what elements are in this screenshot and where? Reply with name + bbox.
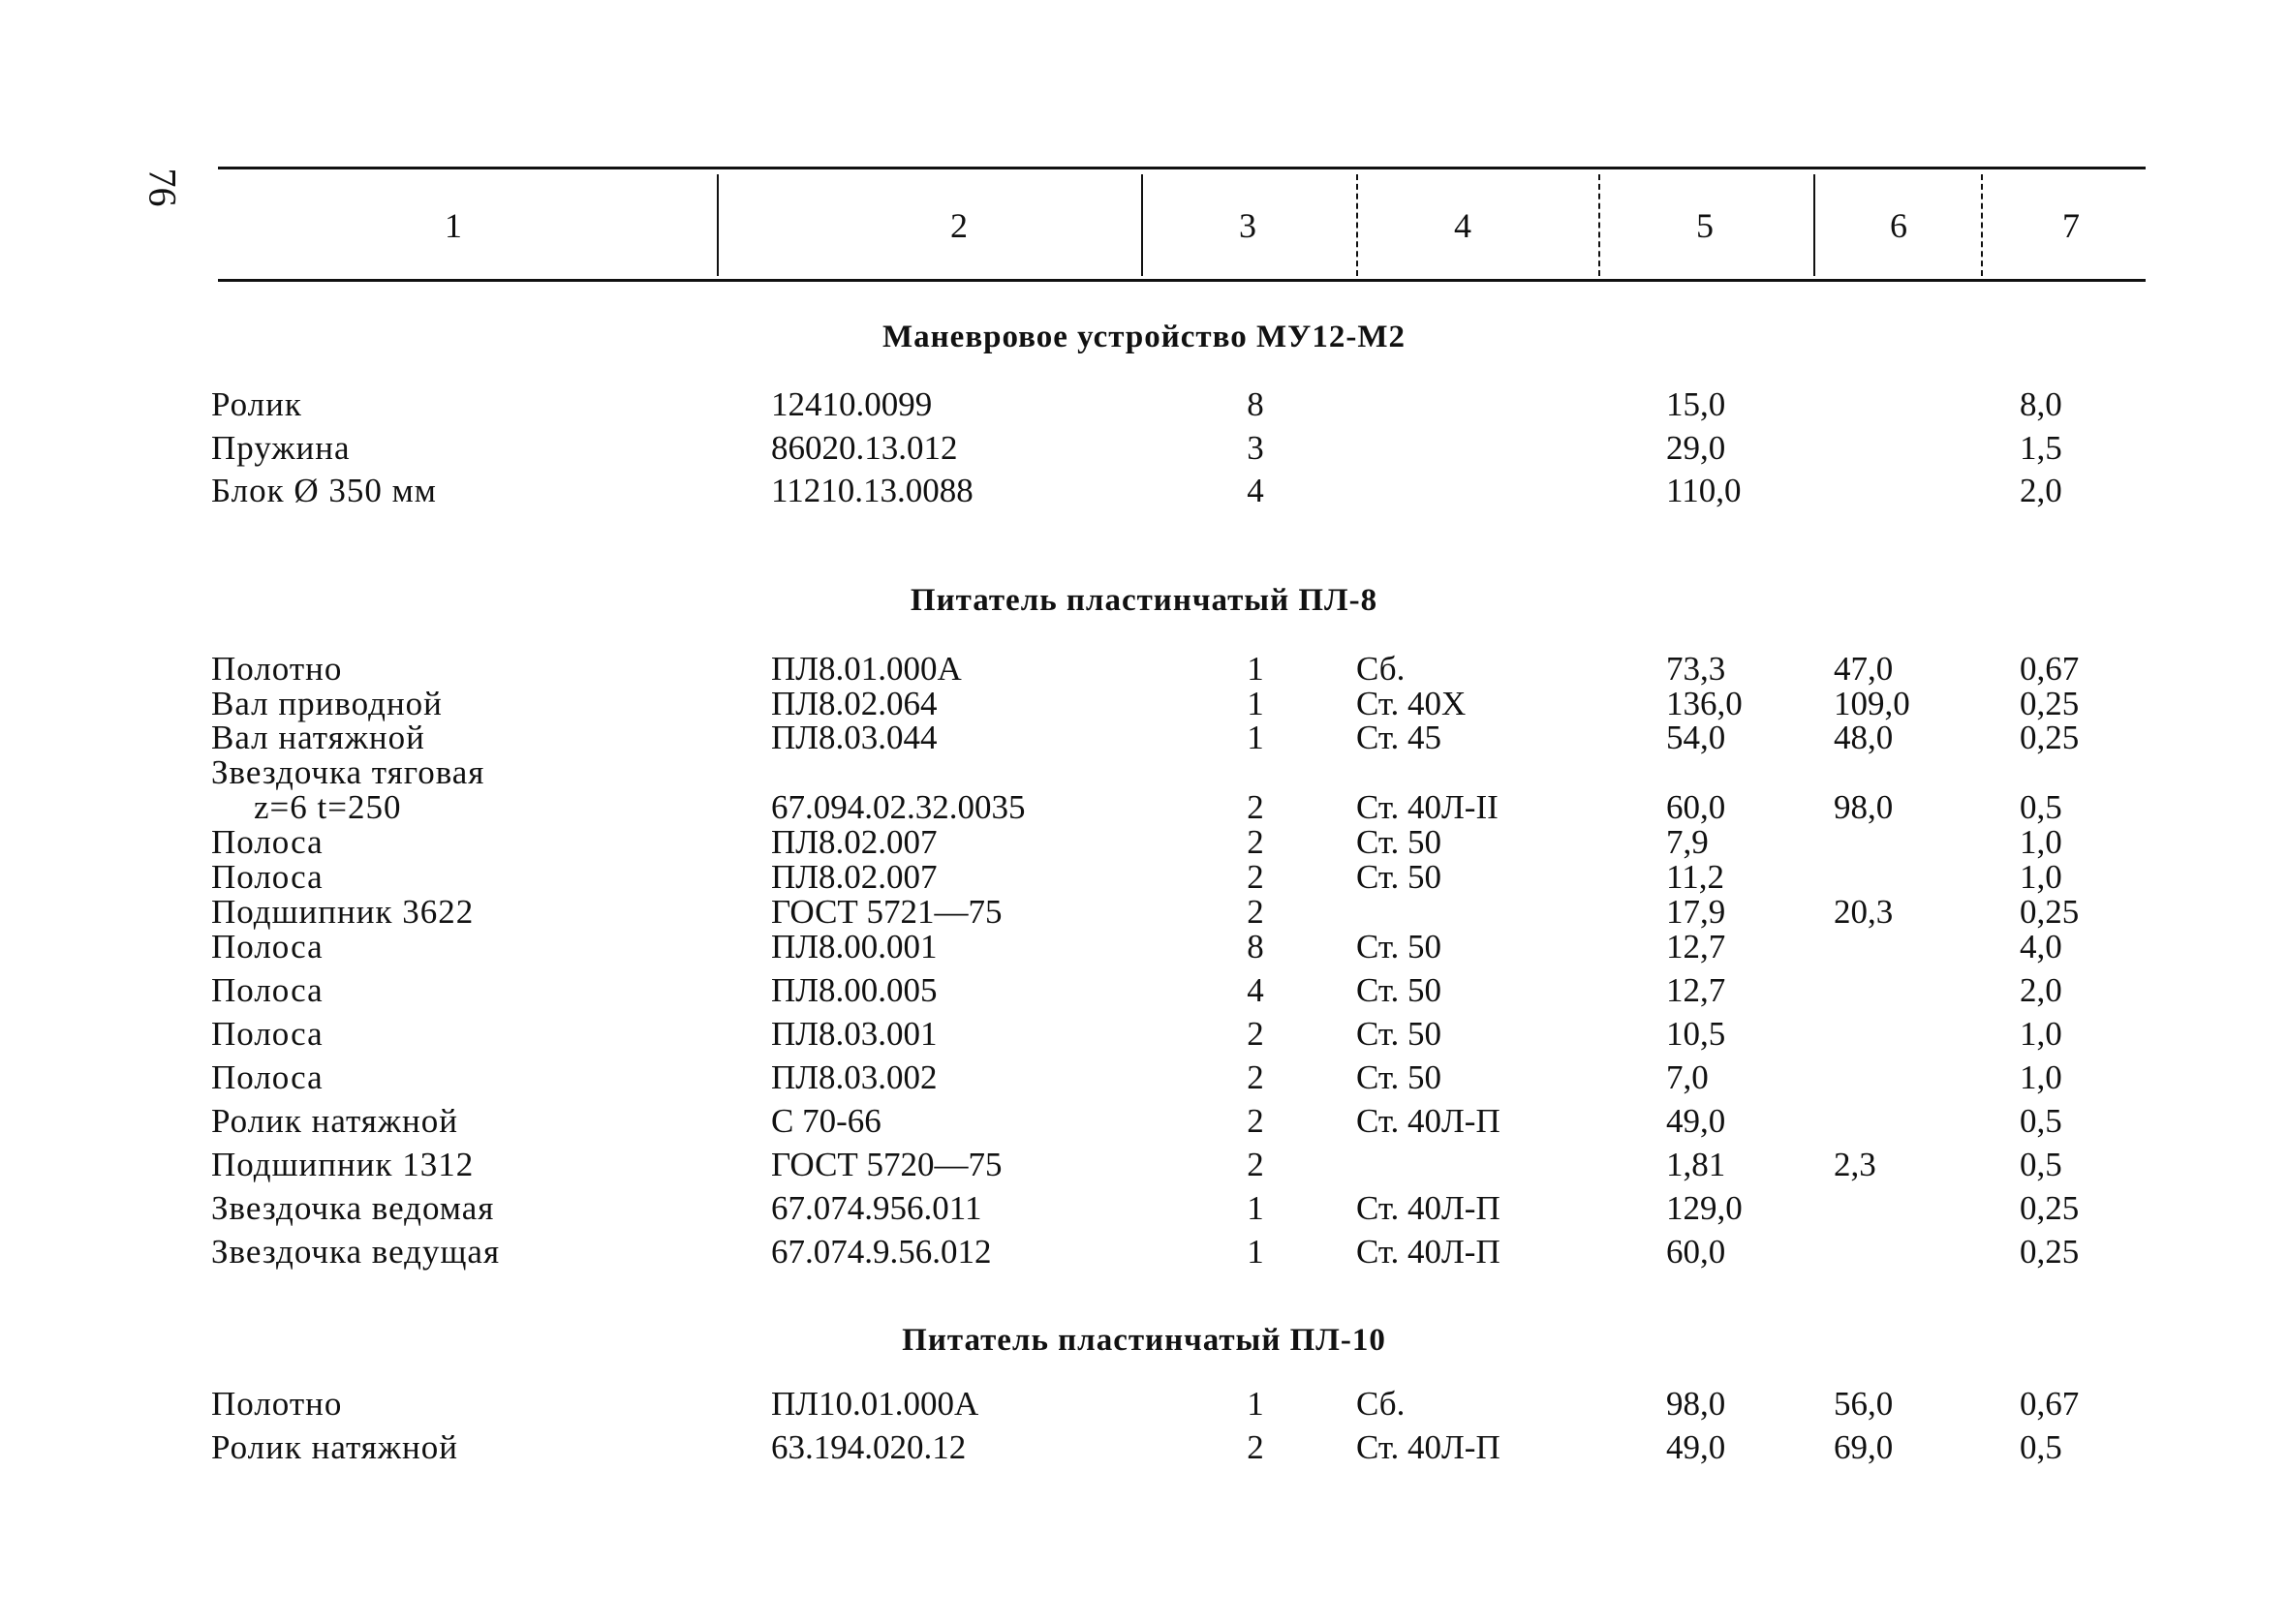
table-header-rule	[218, 279, 2146, 282]
header-divider	[717, 174, 719, 276]
cell-c5: 60,0	[1666, 1233, 1726, 1271]
cell-code: ПЛ8.00.001	[771, 928, 938, 965]
cell-name: Полоса	[211, 971, 324, 1009]
cell-c7: 1,0	[2020, 1015, 2062, 1053]
header-col-1: 1	[445, 206, 462, 245]
cell-code: 12410.0099	[771, 385, 933, 423]
cell-name: Вал приводной	[211, 685, 443, 722]
cell-c7: 0,67	[2020, 1385, 2080, 1423]
cell-name: Ролик натяжной	[211, 1428, 459, 1466]
cell-c6: 2,3	[1834, 1146, 1876, 1183]
header-divider	[1141, 174, 1143, 276]
cell-material: Ст. 50	[1356, 823, 1442, 861]
cell-code: ПЛ8.03.044	[771, 719, 938, 756]
cell-qty: 2	[1247, 1428, 1264, 1466]
cell-qty: 1	[1247, 685, 1264, 722]
cell-c5: 10,5	[1666, 1015, 1726, 1053]
cell-c7: 1,0	[2020, 823, 2062, 861]
cell-c6: 98,0	[1834, 788, 1894, 826]
cell-material: Ст. 45	[1356, 719, 1442, 756]
header-col-3: 3	[1239, 206, 1256, 245]
cell-material: Ст. 50	[1356, 1015, 1442, 1053]
cell-c5: 7,9	[1666, 823, 1709, 861]
cell-name: Ролик натяжной	[211, 1102, 459, 1140]
cell-c5: 17,9	[1666, 893, 1726, 931]
cell-name: Ролик	[211, 385, 302, 423]
cell-c7: 0,5	[2020, 1146, 2062, 1183]
cell-c7: 0,25	[2020, 719, 2080, 756]
cell-name: Полоса	[211, 823, 324, 861]
cell-c5: 136,0	[1666, 685, 1743, 722]
section-title: Питатель пластинчатый ПЛ-8	[910, 583, 1378, 618]
cell-c5: 1,81	[1666, 1146, 1726, 1183]
header-col-6: 6	[1890, 206, 1907, 245]
cell-qty: 1	[1247, 650, 1264, 688]
cell-c7: 0,5	[2020, 788, 2062, 826]
cell-c7: 8,0	[2020, 385, 2062, 423]
cell-c7: 2,0	[2020, 472, 2062, 509]
cell-c6: 20,3	[1834, 893, 1894, 931]
cell-qty: 1	[1247, 1233, 1264, 1271]
cell-c7: 0,5	[2020, 1102, 2062, 1140]
table-top-rule	[218, 167, 2146, 169]
cell-qty: 4	[1247, 472, 1264, 509]
cell-name: Звездочка тяговая	[211, 753, 485, 791]
cell-name: Подшипник 3622	[211, 893, 475, 931]
cell-c6: 109,0	[1834, 685, 1910, 722]
cell-material: Ст. 50	[1356, 928, 1442, 965]
cell-name: Полотно	[211, 1385, 343, 1423]
cell-code: ГОСТ 5721—75	[771, 893, 1003, 931]
cell-qty: 4	[1247, 971, 1264, 1009]
cell-material: Ст. 50	[1356, 858, 1442, 896]
cell-name: Блок Ø 350 мм	[211, 472, 437, 509]
cell-c5: 98,0	[1666, 1385, 1726, 1423]
cell-code: 11210.13.0088	[771, 472, 974, 509]
cell-material: Ст. 40Л-П	[1356, 1102, 1500, 1140]
cell-c6: 69,0	[1834, 1428, 1894, 1466]
cell-qty: 1	[1247, 719, 1264, 756]
cell-qty: 2	[1247, 1015, 1264, 1053]
cell-name: Полоса	[211, 1058, 324, 1096]
cell-name: Звездочка ведомая	[211, 1189, 495, 1227]
header-col-4: 4	[1454, 206, 1471, 245]
cell-material: Ст. 40Л-II	[1356, 788, 1499, 826]
header-col-2: 2	[950, 206, 968, 245]
cell-c7: 0,25	[2020, 893, 2080, 931]
cell-code: ПЛ8.03.002	[771, 1058, 938, 1096]
cell-c5: 60,0	[1666, 788, 1726, 826]
cell-c7: 0,25	[2020, 1233, 2080, 1271]
cell-qty: 2	[1247, 893, 1264, 931]
cell-c5: 129,0	[1666, 1189, 1743, 1227]
header-divider	[1981, 174, 1983, 276]
header-col-5: 5	[1696, 206, 1714, 245]
cell-code: ПЛ8.03.001	[771, 1015, 938, 1053]
cell-material: Ст. 40Л-П	[1356, 1233, 1500, 1271]
cell-c7: 0,5	[2020, 1428, 2062, 1466]
cell-c7: 1,0	[2020, 1058, 2062, 1096]
cell-c7: 2,0	[2020, 971, 2062, 1009]
cell-name: Полотно	[211, 650, 343, 688]
cell-code: ГОСТ 5720—75	[771, 1146, 1003, 1183]
cell-material: Ст. 50	[1356, 1058, 1442, 1096]
cell-material: Ст. 50	[1356, 971, 1442, 1009]
cell-c6: 47,0	[1834, 650, 1894, 688]
cell-code: ПЛ8.02.007	[771, 858, 938, 896]
cell-code: ПЛ8.02.064	[771, 685, 938, 722]
cell-code: С 70-66	[771, 1102, 881, 1140]
cell-qty: 2	[1247, 858, 1264, 896]
cell-name: Полоса	[211, 1015, 324, 1053]
cell-qty: 2	[1247, 1058, 1264, 1096]
cell-code: 67.074.956.011	[771, 1189, 982, 1227]
header-col-7: 7	[2062, 206, 2080, 245]
cell-code: ПЛ8.01.000А	[771, 650, 962, 688]
cell-name: z=6 t=250	[254, 788, 402, 826]
cell-c6: 48,0	[1834, 719, 1894, 756]
cell-c7: 0,25	[2020, 685, 2080, 722]
cell-c5: 73,3	[1666, 650, 1726, 688]
cell-c5: 12,7	[1666, 928, 1726, 965]
cell-qty: 1	[1247, 1189, 1264, 1227]
cell-c5: 29,0	[1666, 429, 1726, 467]
cell-name: Звездочка ведущая	[211, 1233, 501, 1271]
cell-code: ПЛ10.01.000А	[771, 1385, 979, 1423]
cell-c6: 56,0	[1834, 1385, 1894, 1423]
cell-qty: 2	[1247, 823, 1264, 861]
cell-name: Полоса	[211, 858, 324, 896]
cell-material: Сб.	[1356, 1385, 1406, 1423]
header-divider	[1813, 174, 1815, 276]
cell-code: 67.074.9.56.012	[771, 1233, 992, 1271]
cell-c5: 49,0	[1666, 1428, 1726, 1466]
cell-code: 63.194.020.12	[771, 1428, 967, 1466]
cell-c7: 0,67	[2020, 650, 2080, 688]
cell-code: 67.094.02.32.0035	[771, 788, 1026, 826]
cell-name: Подшипник 1312	[211, 1146, 475, 1183]
cell-code: 86020.13.012	[771, 429, 958, 467]
section-title: Маневровое устройство МУ12-М2	[882, 320, 1406, 354]
cell-name: Вал натяжной	[211, 719, 425, 756]
cell-name: Пружина	[211, 429, 351, 467]
cell-code: ПЛ8.02.007	[771, 823, 938, 861]
cell-c5: 11,2	[1666, 858, 1724, 896]
cell-c5: 54,0	[1666, 719, 1726, 756]
cell-c7: 0,25	[2020, 1189, 2080, 1227]
cell-c7: 1,0	[2020, 858, 2062, 896]
page-number: 76	[140, 168, 185, 207]
cell-qty: 2	[1247, 788, 1264, 826]
cell-qty: 2	[1247, 1102, 1264, 1140]
cell-c5: 7,0	[1666, 1058, 1709, 1096]
cell-c5: 15,0	[1666, 385, 1726, 423]
cell-c7: 4,0	[2020, 928, 2062, 965]
cell-c5: 110,0	[1666, 472, 1742, 509]
header-divider	[1356, 174, 1358, 276]
cell-c5: 49,0	[1666, 1102, 1726, 1140]
cell-qty: 1	[1247, 1385, 1264, 1423]
section-title: Питатель пластинчатый ПЛ-10	[902, 1323, 1386, 1358]
cell-qty: 2	[1247, 1146, 1264, 1183]
cell-qty: 8	[1247, 928, 1264, 965]
header-divider	[1598, 174, 1600, 276]
cell-code: ПЛ8.00.005	[771, 971, 938, 1009]
cell-qty: 3	[1247, 429, 1264, 467]
cell-c7: 1,5	[2020, 429, 2062, 467]
cell-name: Полоса	[211, 928, 324, 965]
cell-material: Ст. 40Л-П	[1356, 1428, 1500, 1466]
cell-c5: 12,7	[1666, 971, 1726, 1009]
cell-qty: 8	[1247, 385, 1264, 423]
cell-material: Ст. 40Л-П	[1356, 1189, 1500, 1227]
cell-material: Ст. 40Х	[1356, 685, 1467, 722]
cell-material: Сб.	[1356, 650, 1406, 688]
